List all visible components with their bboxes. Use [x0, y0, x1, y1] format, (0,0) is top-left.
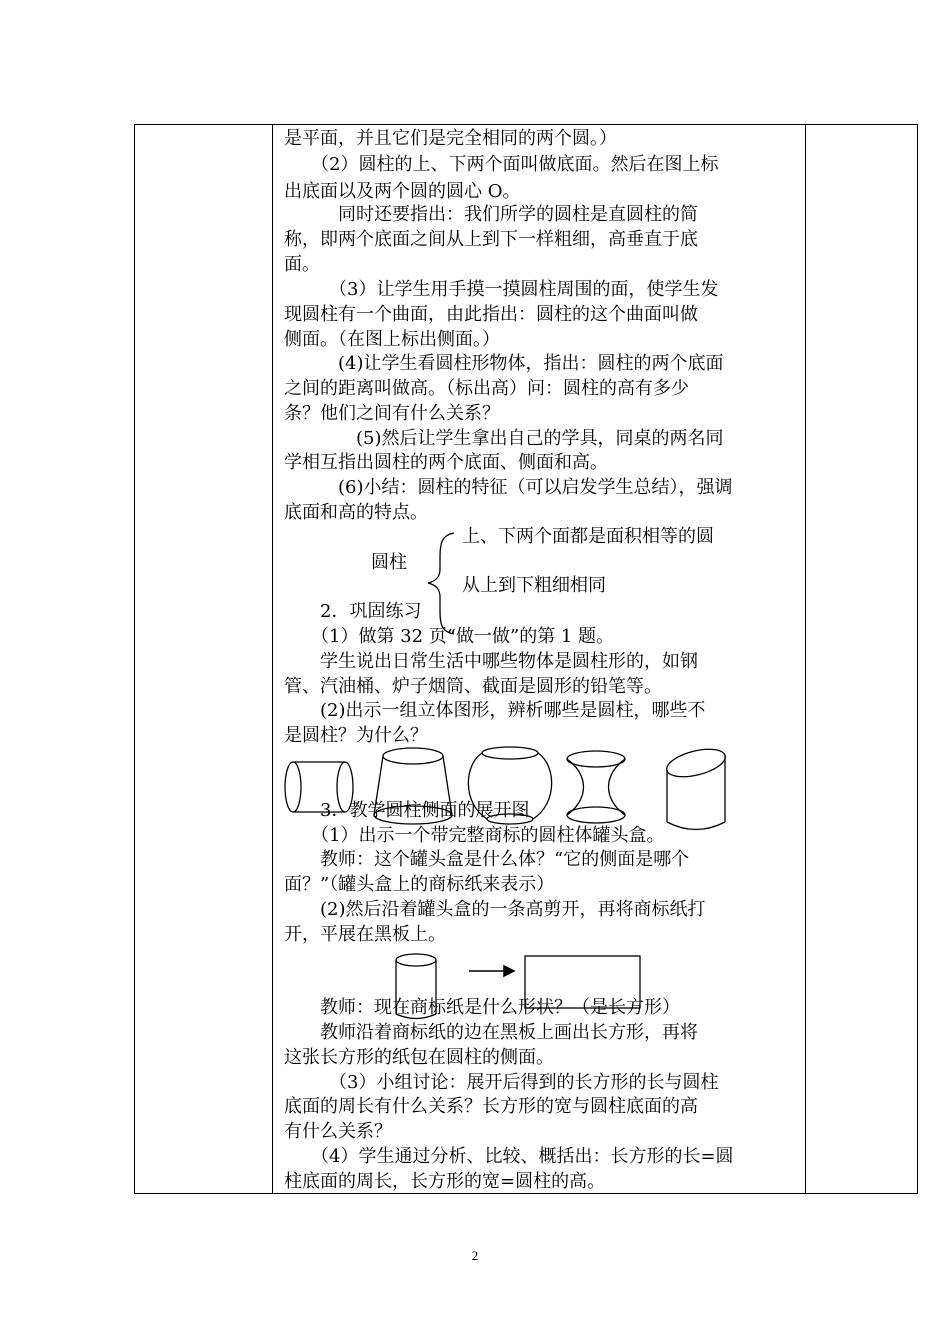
text-line: 现圆柱有一个曲面，由此指出：圆柱的这个曲面叫做 — [284, 304, 698, 325]
text-line: 条？他们之间有什么关系？ — [284, 403, 500, 424]
text-line: （1）出示一个带完整商标的圆柱体罐头盒。 — [284, 825, 665, 846]
text-line: 面？”（罐头盒上的商标纸来表示） — [284, 874, 555, 895]
text-line: 这张长方形的纸包在圆柱的侧面。 — [284, 1047, 554, 1068]
text-line: 学相互指出圆柱的两个底面、侧面和高。 — [284, 452, 608, 473]
text-line: 面。 — [284, 254, 320, 275]
text-line: 学生说出日常生活中哪些物体是圆柱形的，如钢 — [284, 651, 698, 672]
text-line: (6)小结：圆柱的特征（可以启发学生总结），强调 — [284, 477, 733, 498]
text-line: 柱底面的周长，长方形的宽=圆柱的高。 — [284, 1171, 606, 1192]
text-line: 开，平展在黑板上。 — [284, 924, 446, 945]
summary-item: 从上到下粗细相同 — [462, 575, 606, 596]
text-line: (4)让学生看圆柱形物体，指出：圆柱的两个底面 — [284, 353, 724, 374]
lesson-content-cell — [284, 125, 806, 1193]
text-line: 侧面。（在图上标出侧面。） — [284, 329, 500, 350]
arrow-right-icon — [469, 966, 514, 976]
text-line: 称，即两个底面之间从上到下一样粗细，高垂直于底 — [284, 229, 698, 250]
summary-label: 圆柱 — [371, 552, 407, 573]
text-line: 3．教学圆柱侧面的展开图 — [284, 800, 530, 821]
text-line: (2)然后沿着罐头盒的一条高剪开，再将商标纸打 — [284, 899, 706, 920]
lesson-table — [134, 124, 918, 1194]
text-line: （3）让学生用手摸一摸圆柱周围的面，使学生发 — [284, 279, 719, 300]
text-line: 之间的距离叫做高。（标出高）问：圆柱的高有多少 — [284, 378, 689, 399]
text-line: （4）学生通过分析、比较、概括出：长方形的长=圆 — [284, 1146, 734, 1167]
text-line: (2)出示一组立体图形，辨析哪些是圆柱，哪些不 — [284, 700, 706, 721]
text-line: 底面和高的特点。 — [284, 502, 428, 523]
text-line: (5)然后让学生拿出自己的学具，同桌的两名同 — [284, 428, 724, 449]
text-line: 有什么关系？ — [284, 1121, 392, 1142]
text-line: 教师：现在商标纸是什么形状？（是长方形） — [284, 997, 680, 1018]
text-line: 是平面，并且它们是完全相同的两个圆。） — [284, 128, 617, 149]
text-line: （1）做第 32 页“做一做”的第 1 题。 — [284, 626, 615, 647]
page-number: 2 — [471, 1248, 479, 1263]
text-line: 管、汽油桶、炉子烟筒、截面是圆形的铅笔等。 — [284, 676, 662, 697]
text-line: 出底面以及两个圆的圆心 O。 — [284, 181, 521, 202]
text-line: 教师：这个罐头盒是什么体？“它的侧面是哪个 — [284, 849, 690, 870]
column-divider-1 — [272, 125, 273, 1193]
text-line: 是圆柱？为什么？ — [284, 725, 428, 746]
text-line: 底面的周长有什么关系？长方形的宽与圆柱底面的高 — [284, 1096, 698, 1117]
summary-item: 上、下两个面都是面积相等的圆 — [462, 526, 714, 547]
text-line: 教师沿着商标纸的边在黑板上画出长方形，再将 — [284, 1022, 698, 1043]
text-line: 同时还要指出：我们所学的圆柱是直圆柱的简 — [284, 204, 698, 225]
text-line: （2）圆柱的上、下两个面叫做底面。然后在图上标 — [284, 154, 719, 175]
text-line: （3）小组讨论：展开后得到的长方形的长与圆柱 — [284, 1072, 719, 1093]
text-line: 2．巩固练习 — [284, 601, 422, 622]
